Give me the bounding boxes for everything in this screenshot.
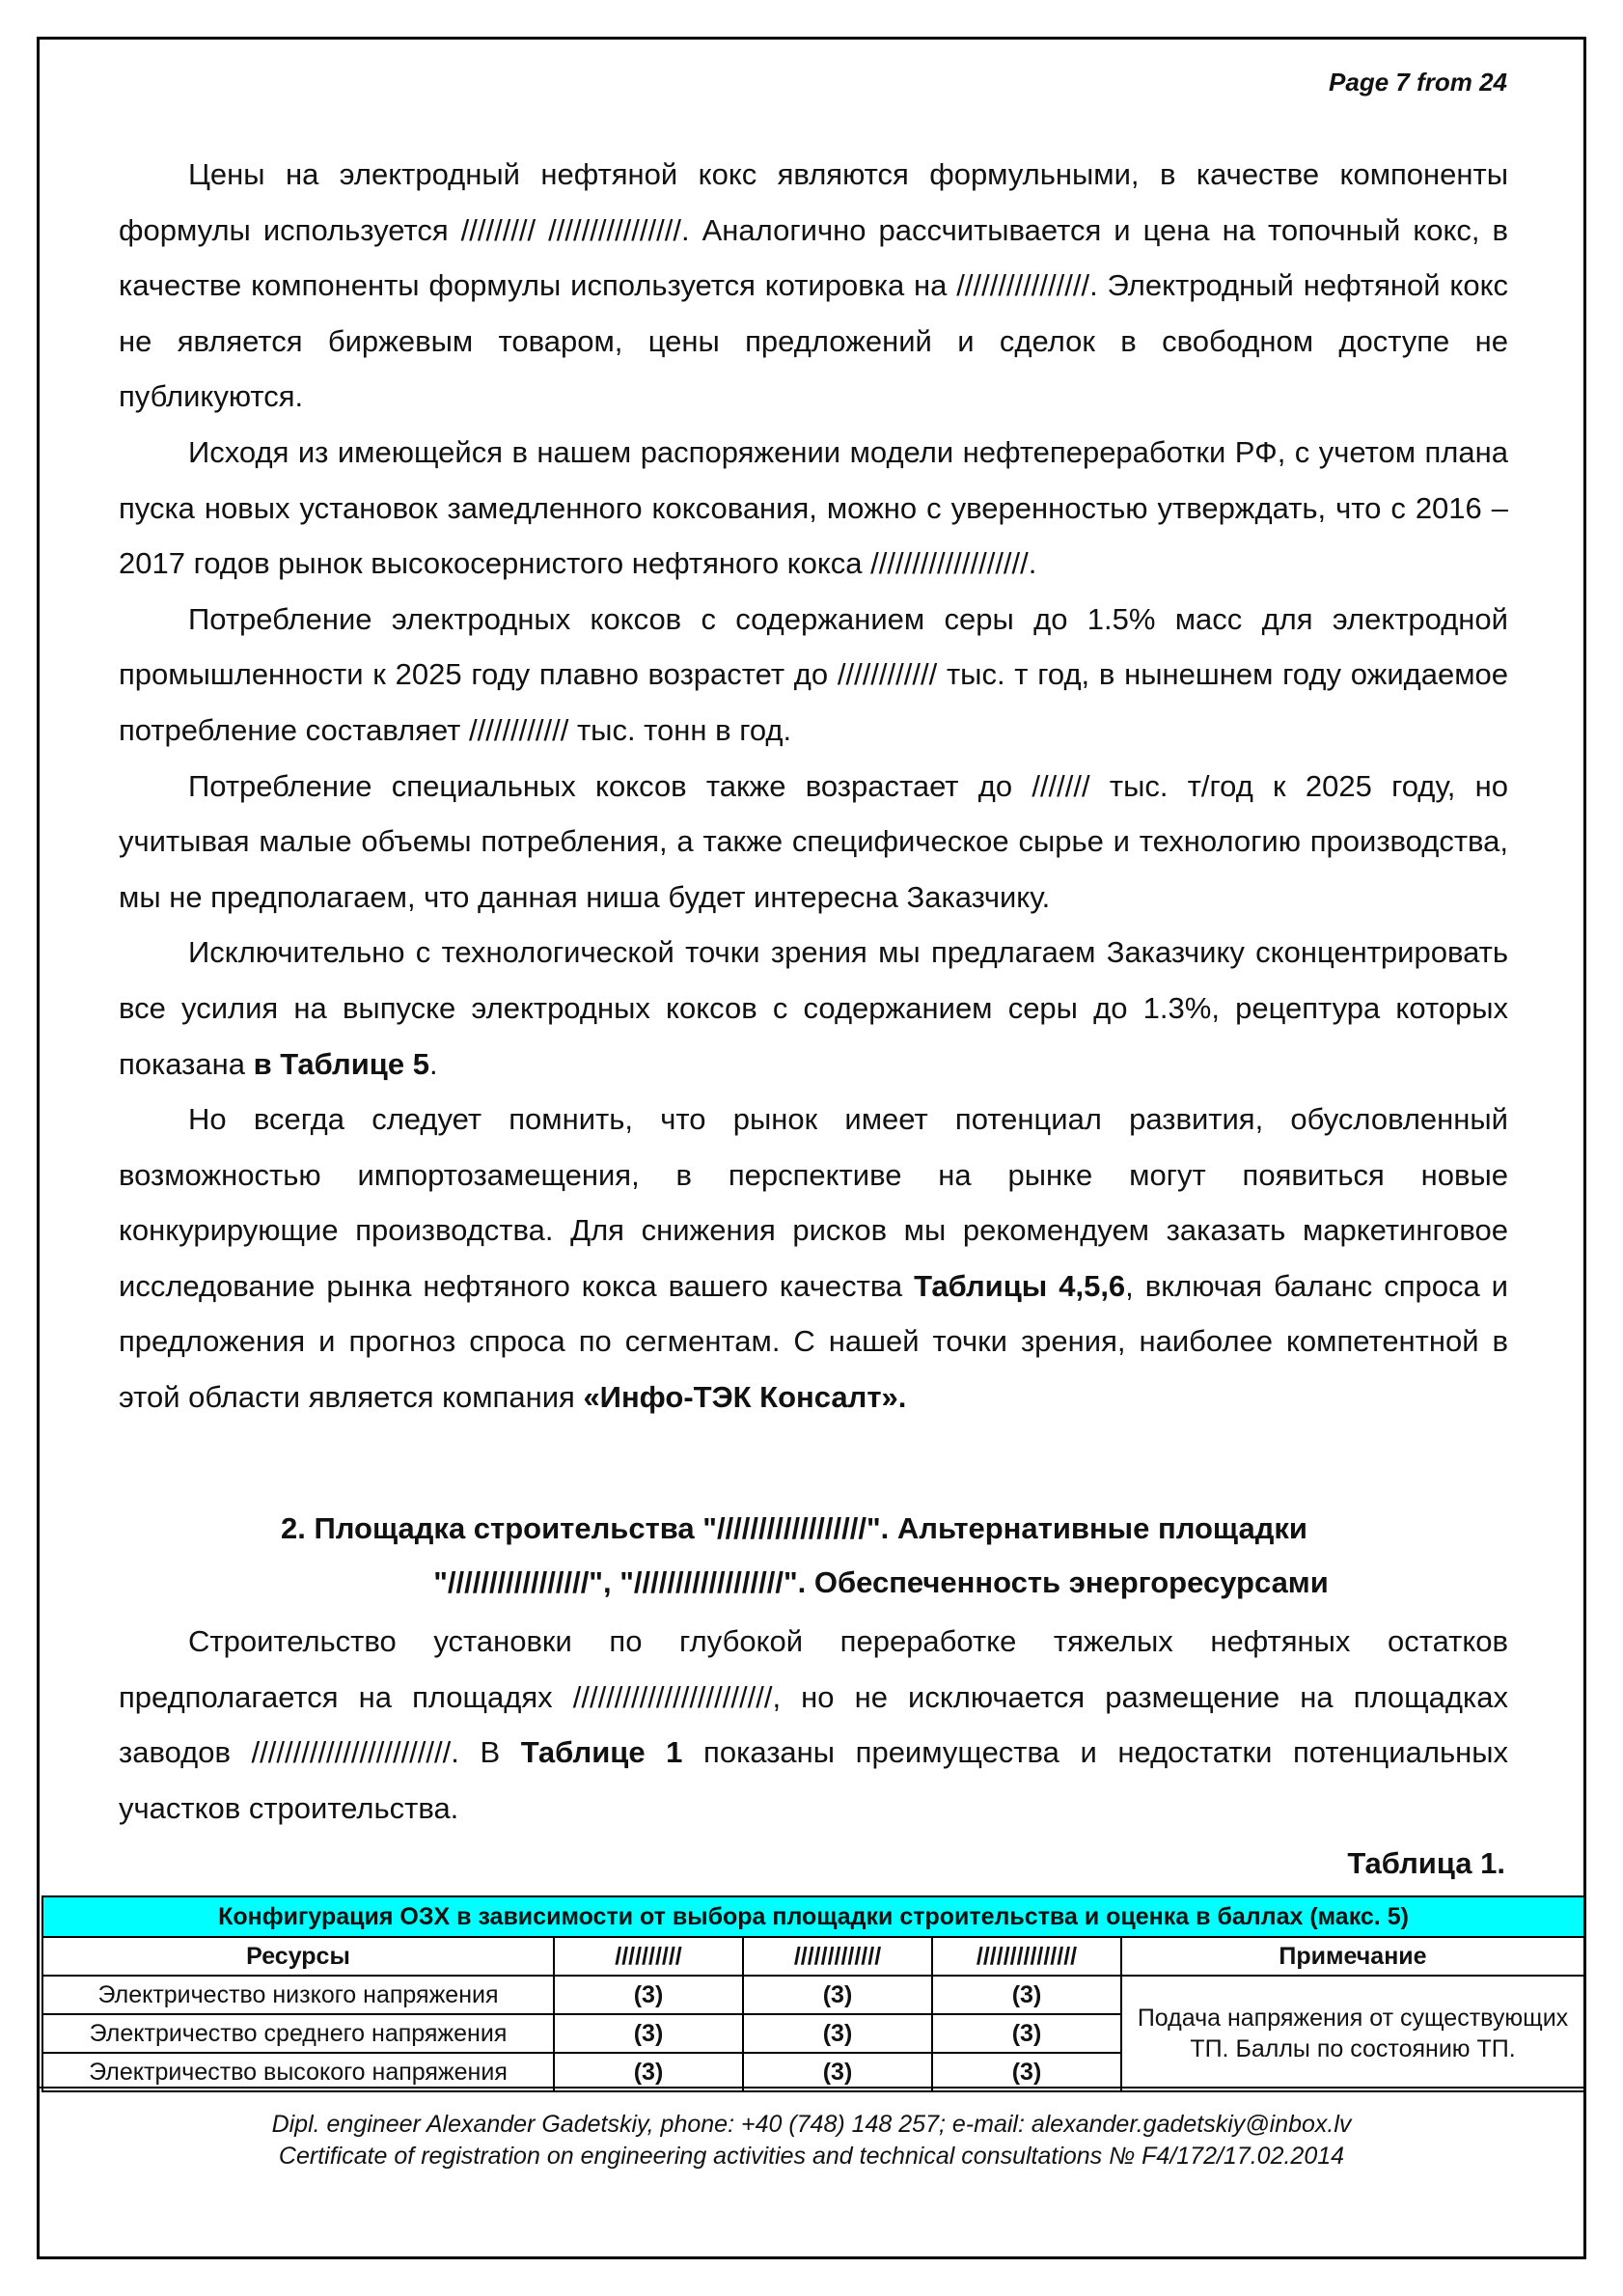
resources-table <box>41 1895 1585 2092</box>
score-cell: (3) <box>932 2053 1121 2091</box>
score-cell: (3) <box>932 2014 1121 2053</box>
page-footer <box>40 2109 1583 2172</box>
bold-text: Таблице 1 <box>520 1735 683 1770</box>
bold-text: «Инфо-ТЭК Консалт». <box>583 1380 907 1415</box>
column-header: /////////////// <box>932 1937 1121 1976</box>
footer-divider <box>40 2087 1583 2089</box>
resource-cell: Электричество среднего напряжения <box>42 2014 554 2053</box>
score-cell: (3) <box>554 2053 743 2091</box>
body-text <box>119 147 1508 1425</box>
bold-text: Таблицы 4,5,6 <box>914 1268 1126 1303</box>
column-header: ///////////// <box>743 1937 932 1976</box>
paragraph <box>119 925 1508 1092</box>
column-header: ////////// <box>554 1937 743 1976</box>
paragraph <box>119 759 1508 926</box>
text-run: Исходя из имеющейся в нашем распоряжении модели нефтепереработки РФ, с учетом плана пуска новых установок замедленного коксования, можно с уверенностью утверждать, что с 2016 – 2017 годов рынок высокосернистого нефтяного кокса ///////////////////. <box>119 434 1508 581</box>
table-row <box>42 1976 1584 2014</box>
footer-contact: Dipl. engineer Alexander Gadetskiy, phone: +40 (748) 148 257; e-mail: alexander.gadetskiy@inbox.lv <box>271 2111 1352 2138</box>
section-body <box>119 1614 1508 1836</box>
paragraph <box>119 1614 1508 1836</box>
table-label: Таблица 1. <box>1347 1846 1505 1880</box>
text-run: Потребление электродных коксов с содержанием серы до 1.5% масс для электродной промышленности к 2025 году плавно возрастет до //////////// тыс. т год, в нынешнем году ожидаемое потребление составляет //////////// тыс. тонн в год. <box>119 601 1508 747</box>
table-caption: Конфигурация ОЗХ в зависимости от выбора площадки строительства и оценка в баллах (макс. 5) <box>42 1896 1584 1937</box>
column-header: Примечание <box>1121 1937 1584 1976</box>
text-run: Строительство установки по глубокой переработке тяжелых нефтяных остатков предполагается на площадях ////////////////////////, но не исключается размещение на площадках заводов ////////////////////////. В <box>119 1624 1508 1770</box>
footer-certificate: Certificate of registration on engineering activities and technical consultations № F4/172/17.02.2014 <box>278 2143 1345 2170</box>
score-cell: (3) <box>743 2053 932 2091</box>
paragraph <box>119 425 1508 592</box>
page-number: Page 7 from 24 <box>1329 68 1507 97</box>
text-run: Цены на электродный нефтяной кокс являются формульными, в качестве компоненты формулы используется ///////// ////////////////. Аналогично рассчитывается и цена на топочный кокс, в качестве компоненты формулы используется котировка на ////////////////. Электродный нефтяной кокс не является биржевым товаром, цены предложений и сделок в свободном доступе не публикуются. <box>119 157 1508 414</box>
text-run: Исключительно с технологической точки зрения мы предлагаем Заказчику сконцентрировать все усилия на выпуске электродных коксов с содержанием серы до 1.3%, рецептура которых показана <box>119 935 1508 1081</box>
resource-cell: Электричество низкого напряжения <box>42 1976 554 2014</box>
resource-cell: Электричество высокого напряжения <box>42 2053 554 2091</box>
section-heading-line2: "/////////////////", "//////////////////". Обеспеченность энергоресурсами <box>433 1565 1329 1599</box>
section-heading <box>119 1502 1508 1610</box>
score-cell: (3) <box>743 1976 932 2014</box>
note-cell: Подача напряжения от существующих ТП. Баллы по состоянию ТП. <box>1121 1976 1584 2091</box>
score-cell: (3) <box>554 2014 743 2053</box>
text-run: показаны преимущества и недостатки потенциальных участков строительства. <box>119 1735 1509 1825</box>
score-cell: (3) <box>554 1976 743 2014</box>
paragraph <box>119 592 1508 759</box>
column-header: Ресурсы <box>42 1937 554 1976</box>
score-cell: (3) <box>743 2014 932 2053</box>
table-header-row <box>42 1937 1584 1976</box>
text-run: . <box>428 1046 438 1081</box>
text-run: Потребление специальных коксов также возрастает до /////// тыс. т/год к 2025 году, но учитывая малые объемы потребления, а также специфическое сырье и технологию производства, мы не предполагаем, что данная ниша будет интересна Заказчику. <box>119 768 1508 914</box>
paragraph <box>119 1092 1508 1425</box>
text-run: Но всегда следует помнить, что рынок имеет потенциал развития, обусловленный возможностью импортозамещения, в перспективе на рынке могут появиться новые конкурирующие производства. Для снижения рисков мы рекомендуем заказать маркетинговое исследование рынка нефтяного кокса вашего качества <box>119 1102 1508 1303</box>
score-cell: (3) <box>932 1976 1121 2014</box>
paragraph <box>119 147 1508 425</box>
section-heading-line1: 2. Площадка строительства "//////////////////". Альтернативные площадки <box>281 1511 1307 1545</box>
text-run: , включая баланс спроса и предложения и прогноз спроса по сегментам. С нашей точки зрения, наиболее компетентной в этой области является компания <box>119 1268 1508 1415</box>
bold-text: в Таблице 5 <box>253 1046 429 1081</box>
